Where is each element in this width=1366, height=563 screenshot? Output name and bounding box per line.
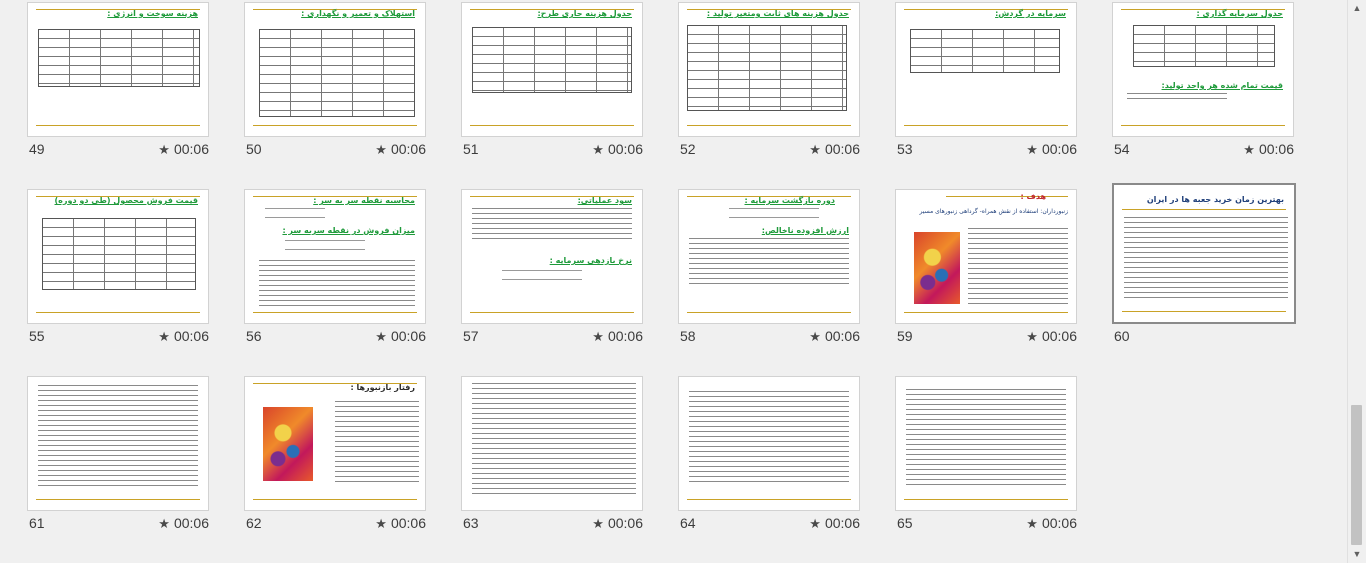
painting-image — [263, 407, 313, 481]
slide-number: 54 — [1114, 141, 1130, 157]
slide-thumbnail-49[interactable] — [27, 2, 217, 167]
timing-value: 00:06 — [1258, 141, 1294, 157]
slide-preview[interactable] — [27, 2, 209, 137]
timing-value: 00:06 — [1041, 515, 1077, 531]
slide-title: جدول هزینه های ثابت ومتغیر تولید : — [706, 9, 849, 18]
star-icon: ★ — [375, 329, 387, 344]
slide-title: قیمت فروش محصول (طی دو دوره) — [54, 196, 198, 205]
star-icon: ★ — [375, 142, 387, 157]
star-icon: ★ — [1026, 329, 1038, 344]
text-block — [335, 401, 419, 485]
divider-line — [470, 125, 634, 126]
slide-number: 60 — [1114, 328, 1130, 344]
star-icon: ★ — [809, 516, 821, 531]
text-block — [968, 228, 1068, 306]
scrollbar-thumb[interactable] — [1351, 405, 1362, 545]
star-icon: ★ — [1026, 516, 1038, 531]
slide-number: 58 — [680, 328, 696, 344]
slide-thumbnail-64[interactable] — [678, 376, 868, 541]
slide-timing — [592, 328, 643, 345]
slide-preview[interactable] — [678, 376, 860, 511]
slide-number: 65 — [897, 515, 913, 531]
slide-timing — [158, 328, 209, 345]
divider-line — [1121, 125, 1285, 126]
scroll-up-arrow-icon[interactable]: ▲ — [1352, 3, 1362, 13]
table — [259, 29, 415, 117]
slide-number: 64 — [680, 515, 696, 531]
divider-line — [904, 499, 1068, 500]
slide-title: بهترین زمان خرید جعبه ها در ایران — [1146, 195, 1284, 204]
slide-number: 56 — [246, 328, 262, 344]
slide-title: دوره بازگشت سرمایه : — [744, 196, 835, 205]
divider-line — [36, 125, 200, 126]
text-block — [729, 208, 819, 222]
divider-line — [1122, 311, 1286, 312]
divider-line — [36, 499, 200, 500]
slide-preview[interactable] — [678, 2, 860, 137]
painting-image — [914, 232, 960, 304]
slide-preview[interactable] — [27, 189, 209, 324]
slide-number: 50 — [246, 141, 262, 157]
slide-thumbnail-57[interactable] — [461, 189, 651, 354]
slide-thumbnail-58[interactable] — [678, 189, 868, 354]
star-icon: ★ — [592, 516, 604, 531]
divider-line — [253, 312, 417, 313]
slide-preview[interactable] — [678, 189, 860, 324]
slide-title: هزینه سوخت و انرژی : — [107, 9, 198, 18]
slide-timing — [809, 328, 860, 345]
text-block — [472, 383, 636, 497]
slide-preview[interactable] — [461, 376, 643, 511]
slide-preview[interactable] — [461, 2, 643, 137]
slide-preview[interactable] — [895, 2, 1077, 137]
star-icon: ★ — [809, 329, 821, 344]
star-icon: ★ — [809, 142, 821, 157]
slide-timing — [1026, 328, 1077, 345]
slide-preview[interactable] — [895, 376, 1077, 511]
slide-title: سود عملیاتی: — [577, 196, 632, 205]
slide-title: جدول هزینه جاری طرح: — [537, 9, 632, 18]
text-block — [259, 260, 415, 306]
slide-thumbnail-60[interactable] — [1112, 183, 1302, 348]
divider-line — [470, 312, 634, 313]
star-icon: ★ — [1026, 142, 1038, 157]
slide-subtitle: نرخ بازدهی سرمایه : — [549, 256, 632, 265]
slide-title: استهلاک و تعمیر و نگهداری : — [301, 9, 415, 18]
timing-value: 00:06 — [173, 328, 209, 344]
slide-preview[interactable] — [244, 376, 426, 511]
slide-thumbnail-53[interactable] — [895, 2, 1085, 167]
slide-body-heading: زنبورداران: استفاده از نقش همراه- گرداهی زنبورهای مسیر — [919, 208, 1068, 215]
slide-number: 57 — [463, 328, 479, 344]
slide-thumbnail-59[interactable] — [895, 189, 1085, 354]
text-block — [472, 208, 632, 240]
timing-value: 00:06 — [607, 328, 643, 344]
slide-thumbnail-54[interactable] — [1112, 2, 1302, 167]
timing-value: 00:06 — [824, 141, 860, 157]
slide-subtitle: میزان فروش در نقطه سربه سر : — [282, 226, 415, 235]
slide-preview[interactable] — [1112, 2, 1294, 137]
slide-timing — [1243, 141, 1294, 158]
slide-number: 49 — [29, 141, 45, 157]
star-icon: ★ — [158, 142, 170, 157]
slide-preview[interactable] — [1112, 183, 1296, 324]
slide-number: 59 — [897, 328, 913, 344]
slide-timing — [1026, 515, 1077, 532]
text-block — [906, 389, 1066, 487]
slide-subtitle: قیمت تمام شده هر واحد تولید: — [1161, 81, 1283, 90]
vertical-scrollbar[interactable] — [1347, 0, 1366, 563]
text-block — [689, 391, 849, 485]
slide-thumbnail-56[interactable] — [244, 189, 434, 354]
divider-line — [904, 312, 1068, 313]
star-icon: ★ — [592, 142, 604, 157]
scroll-down-arrow-icon[interactable]: ▼ — [1352, 549, 1362, 559]
timing-value: 00:06 — [1041, 141, 1077, 157]
divider-line — [687, 125, 851, 126]
text-block — [502, 270, 582, 280]
slide-timing — [592, 141, 643, 158]
slide-title: محاسبه نقطه سر به سر : — [313, 196, 415, 205]
slide-timing — [592, 515, 643, 532]
timing-value: 00:06 — [390, 141, 426, 157]
slide-title: جدول سرمایه گذاری : — [1196, 9, 1283, 18]
divider-line — [1122, 209, 1286, 210]
slide-timing — [809, 141, 860, 158]
slide-thumbnail-55[interactable] — [27, 189, 217, 354]
slide-preview[interactable] — [244, 2, 426, 137]
slide-number: 53 — [897, 141, 913, 157]
text-block — [1124, 217, 1288, 299]
timing-value: 00:06 — [607, 141, 643, 157]
slide-title: سرمایه در گردش: — [995, 9, 1066, 18]
star-icon: ★ — [592, 329, 604, 344]
slide-thumbnail-51[interactable] — [461, 2, 651, 167]
table — [1133, 25, 1275, 67]
table — [38, 29, 200, 87]
slide-timing — [1026, 141, 1077, 158]
text-block — [285, 240, 365, 254]
timing-value: 00:06 — [173, 141, 209, 157]
divider-line — [253, 125, 417, 126]
slide-number: 63 — [463, 515, 479, 531]
timing-value: 00:06 — [173, 515, 209, 531]
slide-title: رفتار بازنبورها : — [350, 383, 415, 392]
slide-thumbnail-52[interactable] — [678, 2, 868, 167]
table — [910, 29, 1060, 73]
slide-preview[interactable] — [27, 376, 209, 511]
slide-number: 62 — [246, 515, 262, 531]
slide-timing — [375, 141, 426, 158]
slide-timing — [375, 328, 426, 345]
divider-line — [687, 499, 851, 500]
text-block — [1127, 93, 1227, 99]
slide-timing — [158, 515, 209, 532]
slide-subtitle: ارزش افزوده ناخالص: — [761, 226, 849, 235]
timing-value: 00:06 — [824, 328, 860, 344]
slide-thumbnail-62[interactable] — [244, 376, 434, 541]
text-block — [689, 238, 849, 288]
timing-value: 00:06 — [390, 515, 426, 531]
timing-value: 00:06 — [1041, 328, 1077, 344]
slide-thumbnail-65[interactable] — [895, 376, 1085, 541]
divider-line — [687, 312, 851, 313]
slide-number: 55 — [29, 328, 45, 344]
slide-thumbnail-50[interactable] — [244, 2, 434, 167]
star-icon: ★ — [1243, 142, 1255, 157]
slide-timing — [158, 141, 209, 158]
text-block — [38, 385, 198, 489]
slide-timing — [375, 515, 426, 532]
slide-preview[interactable] — [895, 189, 1077, 324]
text-block — [265, 208, 325, 222]
slide-number: 51 — [463, 141, 479, 157]
timing-value: 00:06 — [607, 515, 643, 531]
slide-number: 52 — [680, 141, 696, 157]
star-icon: ★ — [158, 516, 170, 531]
slide-title: هدف : — [1020, 192, 1046, 201]
divider-line — [253, 499, 417, 500]
table — [42, 218, 196, 290]
slide-thumbnail-63[interactable] — [461, 376, 651, 541]
slide-number: 61 — [29, 515, 45, 531]
slide-preview[interactable] — [461, 189, 643, 324]
table — [472, 27, 632, 93]
star-icon: ★ — [158, 329, 170, 344]
slide-timing — [809, 515, 860, 532]
table — [687, 25, 847, 111]
divider-line — [36, 312, 200, 313]
divider-line — [904, 125, 1068, 126]
slide-thumbnail-61[interactable] — [27, 376, 217, 541]
divider-line — [946, 196, 1068, 197]
slide-preview[interactable] — [244, 189, 426, 324]
timing-value: 00:06 — [390, 328, 426, 344]
timing-value: 00:06 — [824, 515, 860, 531]
star-icon: ★ — [375, 516, 387, 531]
